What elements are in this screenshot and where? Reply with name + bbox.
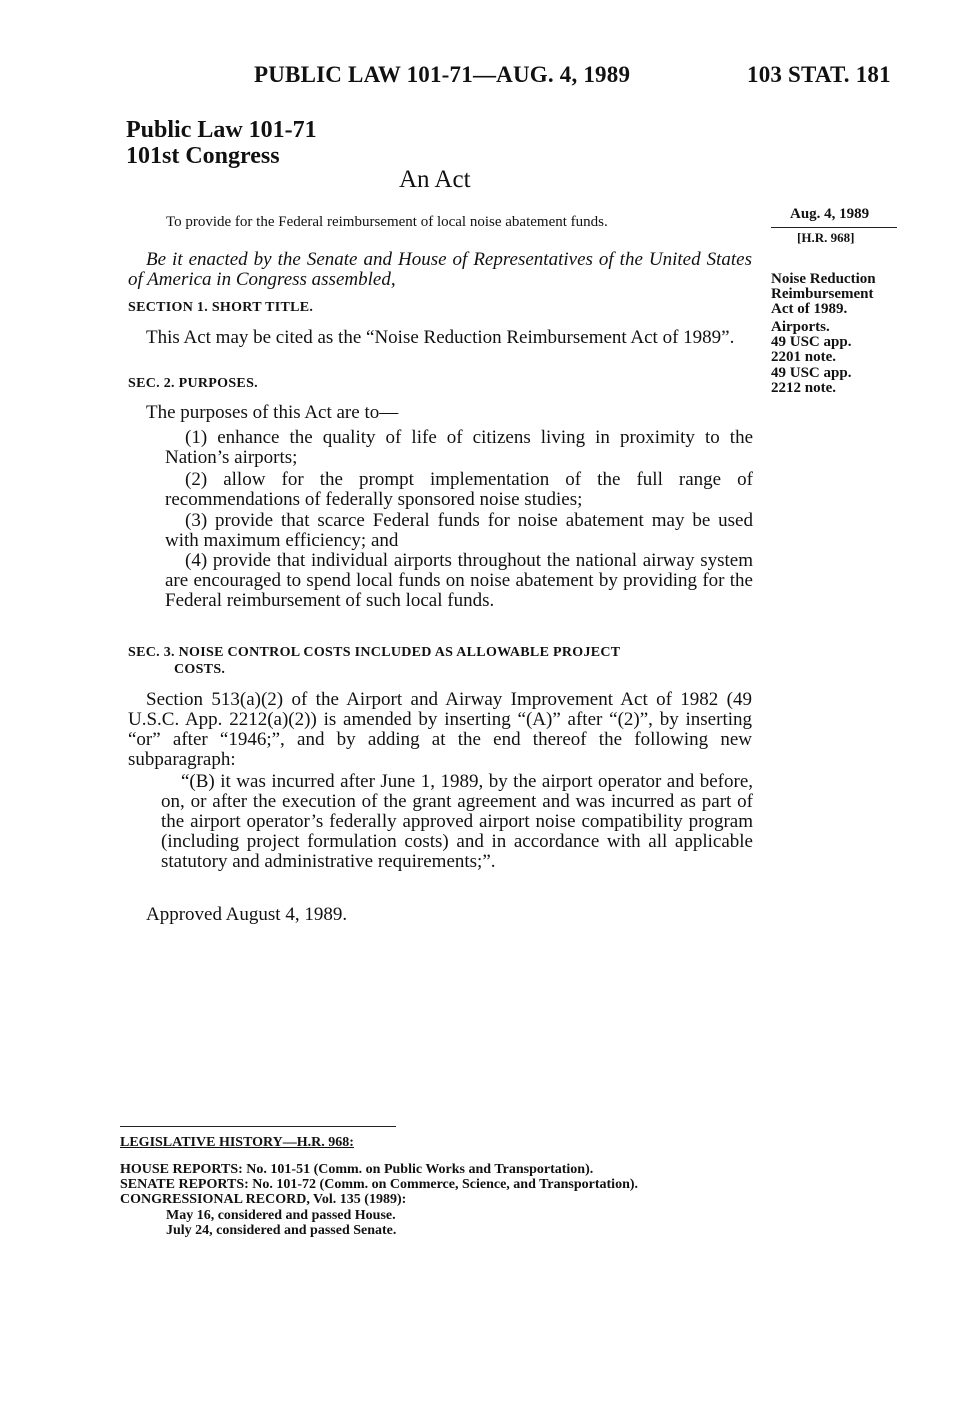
- senate-action: July 24, considered and passed Senate.: [166, 1223, 397, 1238]
- footnote-rule: [120, 1126, 396, 1127]
- sec3-heading-cont: COSTS.: [174, 662, 226, 677]
- purpose-item: (1) enhance the quality of life of citizens living in proximity to the Nation’s airports;: [165, 427, 753, 468]
- law-number: Public Law 101-71: [126, 117, 317, 143]
- margin-short-title: Noise Reduction Reimbursement Act of 1989.: [771, 271, 876, 317]
- house-reports: HOUSE REPORTS: No. 101-51 (Comm. on Public Works and Transportation).: [120, 1162, 594, 1177]
- sec3-text: Section 513(a)(2) of the Airport and Airway Improvement Act of 1982 (49 U.S.C. App. 2212(a)(2)) is amended by inserting “(A)” after “(2)”, by inserting “or” after “1946;”, and by adding at the end thereof the following new subparagraph:: [128, 689, 752, 770]
- purpose-item: (3) provide that scarce Federal funds for noise abatement may be used with maximum efficiency; and: [165, 510, 753, 551]
- sec3-heading: SEC. 3. NOISE CONTROL COSTS INCLUDED AS ALLOWABLE PROJECT: [128, 645, 621, 660]
- legislative-history-heading: LEGISLATIVE HISTORY—H.R. 968:: [120, 1135, 354, 1150]
- purpose-item: (2) allow for the prompt implementation of the full range of recommendations of federally sponsored noise studies;: [165, 469, 753, 510]
- margin-topic: Airports.: [771, 319, 830, 335]
- act-purpose: To provide for the Federal reimbursement of local noise abatement funds.: [166, 214, 608, 230]
- act-title: An Act: [399, 166, 471, 193]
- margin-cite-1: 49 USC app. 2201 note.: [771, 334, 852, 365]
- sec2-heading: SEC. 2. PURPOSES.: [128, 376, 258, 391]
- sec1-heading: SECTION 1. SHORT TITLE.: [128, 300, 314, 315]
- house-action: May 16, considered and passed House.: [166, 1208, 396, 1223]
- purpose-item: (4) provide that individual airports throughout the national airway system are encouraged to spend local funds on noise abatement by providing for the Federal reimbursement of such local funds.: [165, 550, 753, 611]
- running-header-left: PUBLIC LAW 101-71—AUG. 4, 1989: [254, 62, 631, 87]
- sec2-intro: The purposes of this Act are to—: [146, 402, 399, 423]
- congressional-record: CONGRESSIONAL RECORD, Vol. 135 (1989):: [120, 1192, 407, 1207]
- congress: 101st Congress: [126, 143, 280, 169]
- margin-date: Aug. 4, 1989: [790, 206, 870, 222]
- approved-date: Approved August 4, 1989.: [146, 904, 348, 925]
- margin-bill: [H.R. 968]: [797, 230, 855, 245]
- margin-rule: [771, 227, 897, 228]
- senate-reports: SENATE REPORTS: No. 101-72 (Comm. on Commerce, Science, and Transportation).: [120, 1177, 639, 1192]
- running-header-right: 103 STAT. 181: [747, 62, 891, 87]
- enacting-clause: Be it enacted by the Senate and House of Representatives of the United States of America in Congress assembled,: [128, 249, 752, 290]
- sec3-new-subparagraph: “(B) it was incurred after June 1, 1989, by the airport operator and before, on, or after the execution of the grant agreement and was incurred as part of the airport operator’s federally approved airport noise compatibility program (including project formulation costs) and in accordance with all applicable statutory and administrative requirements;”.: [161, 771, 753, 872]
- sec1-text: This Act may be cited as the “Noise Reduction Reimbursement Act of 1989”.: [146, 327, 735, 348]
- margin-cite-2: 49 USC app. 2212 note.: [771, 365, 852, 396]
